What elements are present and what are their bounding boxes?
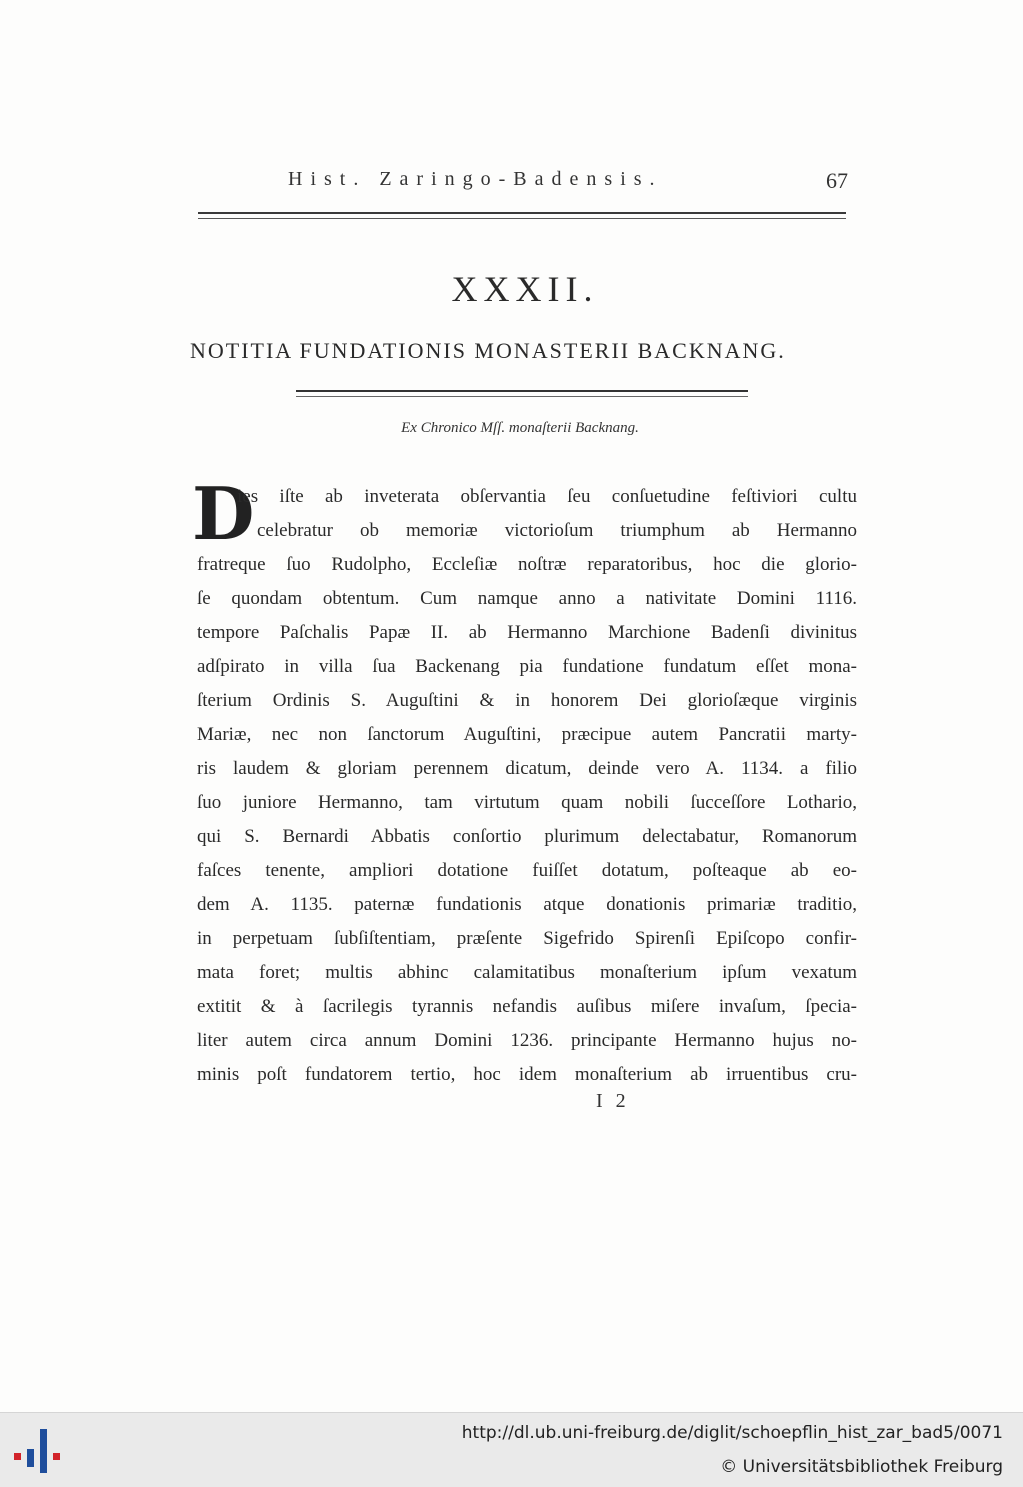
- chapter-title: NOTITIA FUNDATIONIS MONASTERII BACKNANG.: [190, 338, 786, 363]
- body-text: [197, 480, 857, 1092]
- text-line: celebratur ob memoriæ victorioſum triumphum ab Hermanno: [257, 520, 857, 541]
- footer-url[interactable]: http://dl.ub.uni-freiburg.de/diglit/schoepflin_hist_zar_bad5/0071: [461, 1423, 1003, 1443]
- title-rule-thin: [296, 396, 748, 397]
- drop-cap: D: [192, 471, 255, 556]
- text-line: dem A. 1135. paternæ fundationis atque donationis primariæ traditio,: [197, 894, 857, 915]
- text-line: tempore Paſchalis Papæ II. ab Hermanno Marchione Badenſi divinitus: [197, 622, 857, 643]
- text-line: minis poſt fundatorem tertio, hoc idem monaſterium ab irruentibus cru-: [197, 1064, 857, 1085]
- text-line: mata foret; multis abhinc calamitatibus monaſterium ipſum vexatum: [197, 962, 857, 983]
- footer-bar: [0, 1412, 1023, 1487]
- text-line: ſterium Ordinis S. Auguſtini & in honorem Dei glorioſæque virginis: [197, 690, 857, 711]
- text-line: ſe quondam obtentum. Cum namque anno a nativitate Domini 1116.: [197, 588, 857, 609]
- chapter-number: XXXII.: [451, 269, 599, 309]
- running-head: Hist. Zaringo-Badensis.: [288, 168, 663, 190]
- text-line: ies iſte ab inveterata obſervantia ſeu conſuetudine feſtiviori cultu: [237, 486, 857, 507]
- ub-freiburg-logo-icon: [10, 1421, 66, 1479]
- source-note: Ex Chronico Mſſ. monaſterii Backnang.: [401, 420, 639, 436]
- text-line: liter autem circa annum Domini 1236. principante Hermanno hujus no-: [197, 1030, 857, 1051]
- text-line: faſces tenente, ampliori dotatione fuiſſet dotatum, poſteaque ab eo-: [197, 860, 857, 881]
- text-line: fratreque ſuo Rudolpho, Eccleſiæ noſtræ reparatoribus, hoc die glorio-: [197, 554, 857, 575]
- text-line: ſuo juniore Hermanno, tam virtutum quam nobili ſucceſſore Lothario,: [197, 792, 857, 813]
- text-line: qui S. Bernardi Abbatis conſortio plurimum delectabatur, Romanorum: [197, 826, 857, 847]
- header-rule: [198, 212, 846, 214]
- text-line: adſpirato in villa ſua Backenang pia fundatione fundatum eſſet mona-: [197, 656, 857, 677]
- signature-mark: I 2: [596, 1090, 630, 1112]
- text-line: Mariæ, nec non ſanctorum Auguſtini, præcipue autem Pancratii marty-: [197, 724, 857, 745]
- footer-copyright: © Universitätsbibliothek Freiburg: [720, 1457, 1003, 1477]
- text-line: in perpetuam ſubſiſtentiam, præſente Sigefrido Spirenſi Epiſcopo confir-: [197, 928, 857, 949]
- text-line: extitit & à ſacrilegis tyrannis nefandis auſibus miſere invaſum, ſpecia-: [197, 996, 857, 1017]
- text-line: ris laudem & gloriam perennem dicatum, deinde vero A. 1134. a filio: [197, 758, 857, 779]
- title-rule: [296, 390, 748, 392]
- page-number: 67: [826, 168, 848, 193]
- header-rule-thin: [198, 218, 846, 219]
